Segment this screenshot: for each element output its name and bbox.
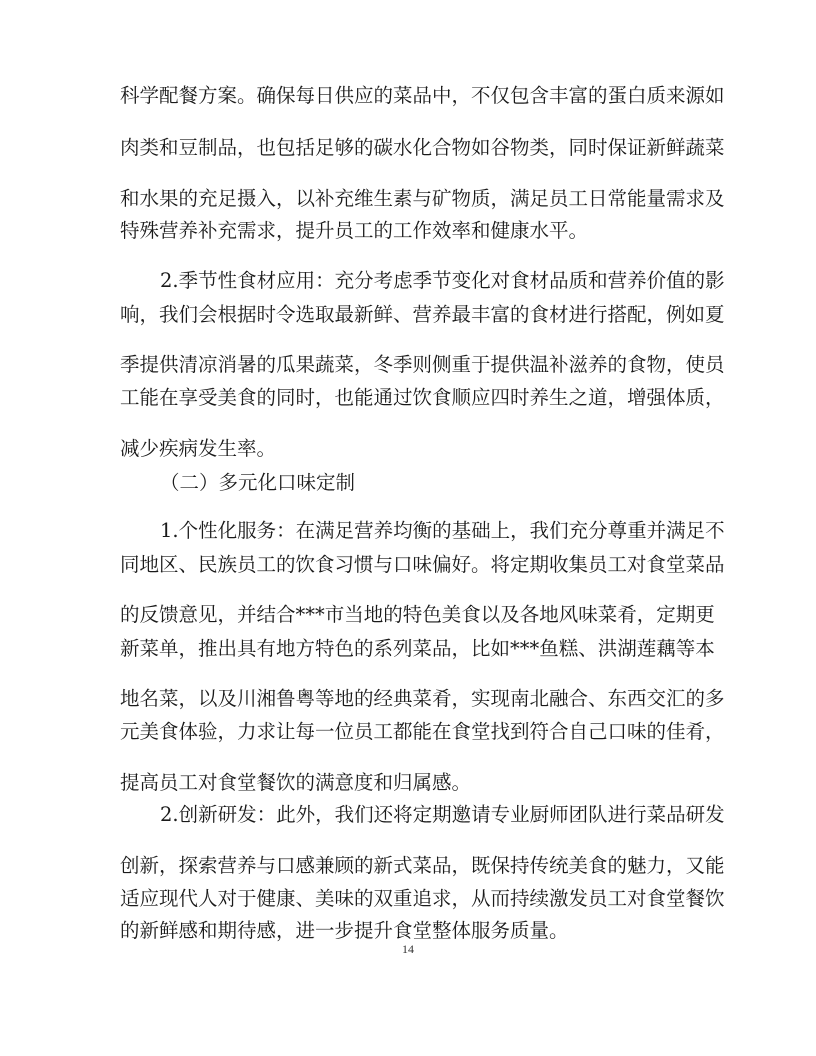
line-text: 工能在享受美食的同时，也能通过饮食顺应四时养生之道，增强体质， bbox=[120, 386, 725, 409]
text-line bbox=[0, 514, 816, 548]
line-text: 季提供清凉消暑的瓜果蔬菜，冬季则侧重于提供温补滋养的食物，使员 bbox=[120, 353, 725, 376]
section-heading bbox=[0, 466, 816, 500]
text-line bbox=[0, 632, 816, 666]
line-text: 的新鲜感和期待感，进一步提升食堂整体服务质量。 bbox=[120, 919, 569, 942]
line-text: 提高员工对食堂餐饮的满意度和归属感。 bbox=[120, 771, 472, 794]
line-text: 响，我们会根据时令选取最新鲜、营养最丰富的食材进行搭配，例如夏 bbox=[120, 303, 725, 326]
line-text: 地名菜，以及川湘鲁粤等地的经典菜肴，实现南北融合、东西交汇的多 bbox=[120, 687, 725, 710]
line-text: 的反馈意见，并结合***市当地的特色美食以及各地风味菜肴，定期更 bbox=[120, 603, 715, 626]
text-line bbox=[0, 348, 816, 382]
text-line bbox=[0, 264, 816, 298]
text-line bbox=[0, 849, 816, 883]
text-line bbox=[0, 298, 816, 332]
line-text: 新菜单，推出具有地方特色的系列菜品，比如***鱼糕、洪湖莲藕等本 bbox=[120, 637, 715, 660]
line-text: 减少疾病发生率。 bbox=[120, 437, 277, 460]
line-text: 1.个性化服务：在满足营养均衡的基础上，我们充分尊重并满足不 bbox=[160, 519, 725, 542]
text-line bbox=[0, 432, 816, 466]
line-text: 和水果的充足摄入，以补充维生素与矿物质，满足员工日常能量需求及 bbox=[120, 187, 725, 210]
section-heading-text: （二）多元化口味定制 bbox=[160, 471, 356, 494]
text-line bbox=[0, 598, 816, 632]
text-line bbox=[0, 682, 816, 716]
text-line bbox=[0, 798, 816, 832]
text-line bbox=[0, 548, 816, 582]
text-line bbox=[0, 715, 816, 749]
line-text: 特殊营养补充需求，提升员工的工作效率和健康水平。 bbox=[120, 219, 589, 242]
line-text: 元美食体验，力求让每一位员工都能在食堂找到符合自己口味的佳肴， bbox=[120, 720, 725, 743]
text-line bbox=[0, 182, 816, 216]
text-line bbox=[0, 882, 816, 916]
text-line bbox=[0, 214, 816, 248]
text-line bbox=[0, 766, 816, 800]
line-text: 创新，探索营养与口感兼顾的新式菜品，既保持传统美食的魅力，又能 bbox=[120, 854, 725, 877]
page-number: 14 bbox=[402, 942, 414, 956]
text-line bbox=[0, 79, 816, 113]
line-text: 同地区、民族员工的饮食习惯与口味偏好。将定期收集员工对食堂菜品 bbox=[120, 553, 725, 576]
text-line bbox=[0, 131, 816, 165]
line-text: 2.季节性食材应用：充分考虑季节变化对食材品质和营养价值的影 bbox=[160, 269, 725, 292]
line-text: 科学配餐方案。确保每日供应的菜品中，不仅包含丰富的蛋白质来源如 bbox=[120, 84, 725, 107]
text-line bbox=[0, 381, 816, 415]
line-text: 适应现代人对于健康、美味的双重追求，从而持续激发员工对食堂餐饮 bbox=[120, 887, 725, 910]
line-text: 2.创新研发：此外，我们还将定期邀请专业厨师团队进行菜品研发 bbox=[160, 803, 725, 826]
line-text: 肉类和豆制品，也包括足够的碳水化合物如谷物类，同时保证新鲜蔬菜 bbox=[120, 136, 725, 159]
